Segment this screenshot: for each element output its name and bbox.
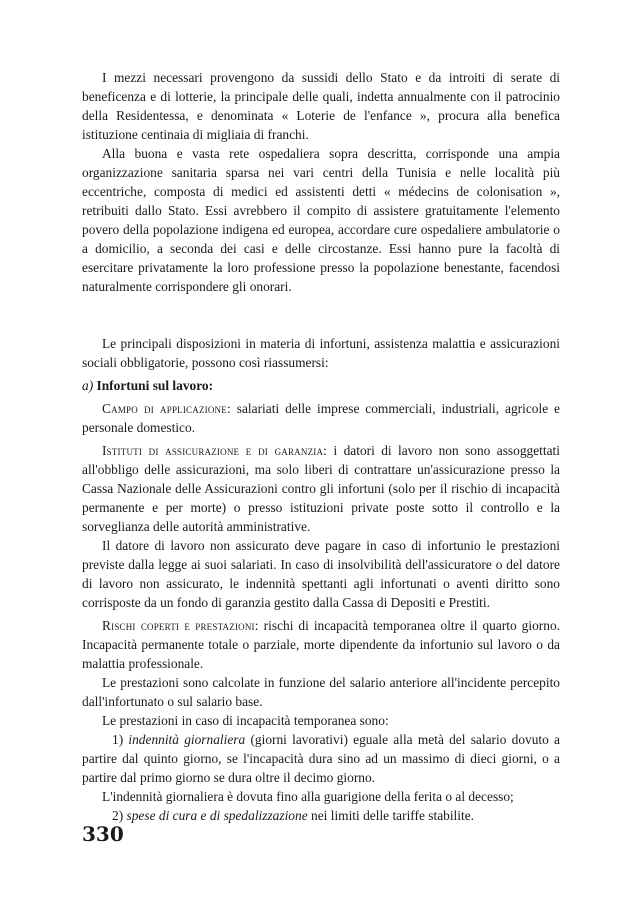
section-title: Infortuni sul lavoro: <box>96 378 214 393</box>
page-number: 330 <box>82 822 124 846</box>
paragraph-provisions-intro: Le principali disposizioni in materia di infortuni, assistenza malattia e assicurazioni sociali obbligatorie, possono così riassumersi: <box>82 336 560 370</box>
paragraph-campo <box>82 399 560 437</box>
paragraph-indennita: L'indennità giornaliera è dovuta fino alla guarigione della ferita o al decesso; <box>102 789 514 804</box>
page-body <box>82 68 560 825</box>
paragraph-rischi <box>82 616 560 673</box>
istituti-label: Istituti di assicurazione e di garanzia: <box>102 443 328 458</box>
section-heading-a <box>82 376 560 395</box>
paragraph-istituti <box>82 441 560 536</box>
paragraph-datore: Il datore di lavoro non assicurato deve pagare in caso di infortunio le prestazioni previste dalla legge ai suoi salariati. In caso di insolvibilità dell'assicuratore o del datore di lavoro non assicurato, le indennità spettanti agli infortunati o aventi diritto sono corrisposte da un fondo di garanzia gestito dalla Cassa di Depositi e Prestiti. <box>82 538 560 610</box>
list-item-1 <box>82 730 560 787</box>
item2-emphasis: spese di cura e di spedalizzazione <box>126 808 308 823</box>
campo-text: salariati delle imprese commerciali, industriali, agricole e personale domestico. <box>82 401 560 435</box>
item1-emphasis: indennità giornaliera <box>128 732 246 747</box>
rischi-text: rischi di incapacità temporanea oltre il quarto giorno. Incapacità permanente totale o parziale, morte dipendente da infortunio sul lavoro o da malattia professionale. <box>82 618 560 671</box>
rischi-label: Rischi coperti e prestazioni: <box>102 618 259 633</box>
item2-number: 2) <box>112 808 124 823</box>
paragraph-prestazioni-calc: Le prestazioni sono calcolate in funzione del salario anteriore all'incidente percepito dall'infortunato o sul salario base. <box>82 675 560 709</box>
item1-text: (giorni lavorativi) eguale alla metà del salario dovuto a partire dal quinto giorno, se l'incapacità dura sino ad un massimo di dieci giorni, o a partire dal primo giorno se dura oltre il decimo giorno. <box>82 732 560 785</box>
item2-text: nei limiti delle tariffe stabilite. <box>311 808 475 823</box>
list-item-2 <box>82 806 560 825</box>
campo-label: Campo di applicazione: <box>102 401 231 416</box>
paragraph-funding: I mezzi necessari provengono da sussidi dello Stato e da introiti di serate di beneficenza e di lotterie, la principale delle quali, indetta annualmente con il patrocinio della Residentessa, e denominata « Loterie de l'enfance », procura alla benefica istituzione centinaia di migliaia di franchi. <box>82 70 560 142</box>
paragraph-prestazioni-list-intro: Le prestazioni in caso di incapacità temporanea sono: <box>102 713 389 728</box>
item1-number: 1) <box>112 732 124 747</box>
section-letter: a) <box>82 378 94 393</box>
istituti-text: i datori di lavoro non sono assoggettati all'obbligo delle assicurazioni, ma solo liberi di contrattare un'assicurazione presso la Cassa Nazionale delle Assicurazioni contro gli infortuni (solo per il rischio di incapacità permanente e per morte) o presso istituzioni private poste sotto il controllo e la sorveglianza delle autorità amministrative. <box>82 443 560 534</box>
paragraph-hospital-network: Alla buona e vasta rete ospedaliera sopra descritta, corrisponde una ampia organizzazione sanitaria sparsa nei vari centri della Tunisia e nelle località più eccentriche, composta di medici ed assistenti detti « médecins de colonisation », retribuiti dallo Stato. Essi avrebbero il compito di assistere gratuitamente l'elemento povero della popolazione indigena ed europea, accordare cure ospedaliere ambulatorie o a domicilio, a seconda dei casi e delle circostanze. Essi hanno pure la facoltà di esercitare privatamente la loro professione presso la popolazione benestante, facendosi naturalmente corrispondere gli onorari. <box>82 146 560 294</box>
